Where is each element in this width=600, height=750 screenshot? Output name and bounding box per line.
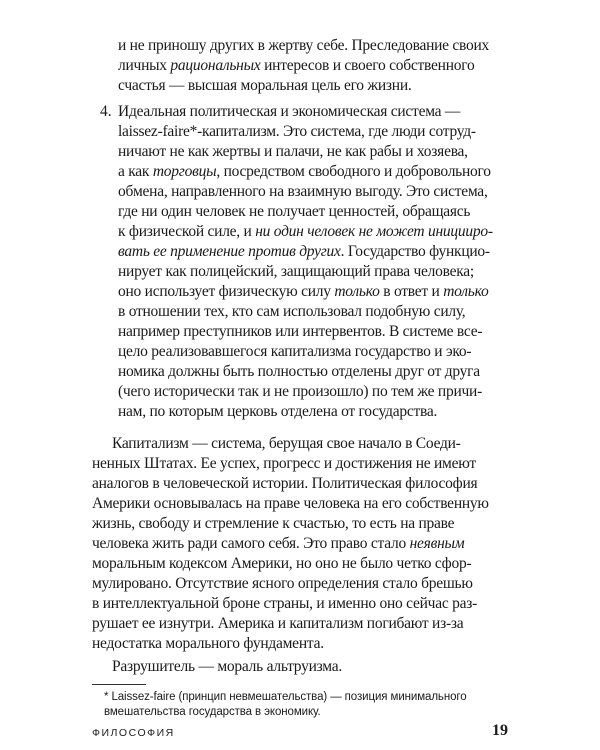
text-line: к физической силе, и ни один человек не может иницииро- [118,223,493,240]
running-footer-title: ФИЛОСОФИЯ [92,727,175,739]
text-line: счастья — высшая моральная цель его жизни. [118,77,412,94]
text-line: ничают не как жертвы и палачи, не как рабы и хозяева, [118,143,468,160]
text-line: обмена, направленного на взаимную выгоду. Это система, [118,183,488,200]
text-line: аналогов в человеческой истории. Политическая философия [92,475,478,492]
text-line: человека жить ради самого себя. Это право стало неявным [92,535,465,552]
text-line: цело реализовавшегося капитализма государство и эко- [118,343,472,360]
text-line: недостатка морального фундамента. [92,635,324,652]
text-line: в отношении тех, кто сам использовал подобную силу, [118,303,466,320]
list-item-number: 4. [100,103,112,120]
text-line: нам, по которым церковь отделена от государства. [118,403,438,420]
text-line: жизнь, свободу и стремление к счастью, то есть на праве [92,515,455,532]
text-line: оно использует физическую силу только в ответ и только [118,283,489,300]
text-line: где ни один человек не получает ценностей, обращаясь [118,203,471,220]
text-line: нирует как полицейский, защищающий права человека; [118,263,474,280]
text-line: мулировано. Отсутствие ясного определения стало брешью [92,575,473,592]
text-line: Разрушитель — мораль альтруизма. [112,658,343,675]
text-line: Капитализм — система, берущая свое начало в Соеди- [112,435,461,452]
text-line: и не приношу других в жертву себе. Преследование своих [118,37,490,54]
text-line: например преступников или интервентов. В системе все- [118,323,483,340]
text-line: ненных Штатах. Ее успех, прогресс и достижения не имеют [92,455,476,472]
footnote-line: * Laissez-faire (принцип невмешательства) — позиция минимального [104,691,467,703]
text-line: Идеальная политическая и экономическая система — [118,103,461,120]
text-line: рушает ее изнутри. Америка и капитализм погибают из-за [92,615,464,632]
text-line: вать ее применение против других. Государство функцио- [118,243,490,260]
text-line: моральным кодексом Америки, но оно не было четко сфор- [92,555,472,572]
text-line: Америки основывалась на праве человека на его собственную [92,495,489,512]
text-line: laissez-faire*-капитализм. Это система, где люди сотруд- [118,123,476,140]
footnote-rule [92,684,146,685]
text-line: а как торговцы, посредством свободного и добровольного [118,163,491,180]
text-line: личных рациональных интересов и своего собственного [118,57,475,74]
text-line: номика должны быть полностью отделены друг от друга [118,363,480,380]
text-line: (чего исторически так и не произошло) по тем же причи- [118,383,483,400]
page-number: 19 [492,722,508,739]
footnote-line: вмешательства государства в экономику. [104,706,321,718]
text-line: в интеллектуальной броне страны, и именно оно сейчас раз- [92,595,478,612]
